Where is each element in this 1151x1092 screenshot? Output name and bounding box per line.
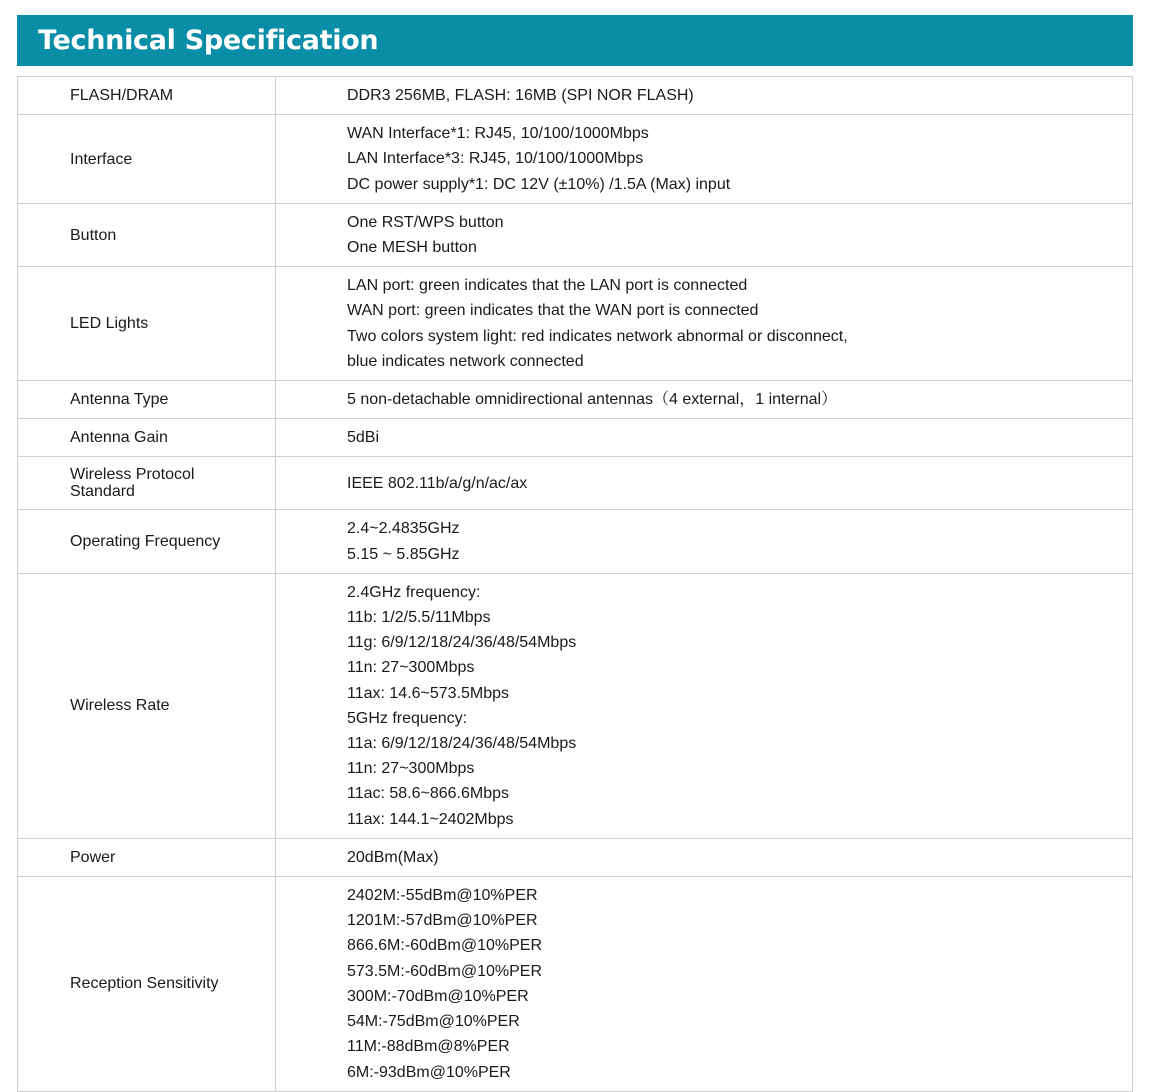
spec-value-line: 5GHz frequency: [347, 709, 468, 727]
spec-value-line: LAN Interface*3: RJ45, 10/100/1000Mbps [347, 150, 644, 168]
spec-value-line: WAN port: green indicates that the WAN port is connected [347, 302, 759, 320]
spec-value-line: WAN Interface*1: RJ45, 10/100/1000Mbps [347, 125, 649, 143]
spec-row-operating-frequency [18, 510, 1133, 573]
spec-value [276, 838, 1133, 876]
spec-row-wireless-protocol [18, 457, 1133, 510]
spec-value-line: 11a: 6/9/12/18/24/36/48/54Mbps [347, 735, 577, 753]
spec-label: Button [18, 203, 276, 266]
spec-value-line: 54M:-75dBm@10%PER [347, 1013, 520, 1031]
spec-value [276, 381, 1133, 419]
spec-value-line: LAN port: green indicates that the LAN port is connected [347, 277, 748, 295]
spec-label-line: Wireless Protocol [70, 466, 195, 484]
spec-value-line: 11b: 1/2/5.5/11Mbps [347, 609, 491, 627]
spec-value-line: 866.6M:-60dBm@10%PER [347, 937, 542, 955]
spec-value-line: 5dBi [347, 429, 380, 447]
spec-value-line: IEEE 802.11b/a/g/n/ac/ax [347, 474, 528, 492]
spec-label: Operating Frequency [18, 510, 276, 573]
spec-row-button [18, 203, 1133, 266]
spec-table [17, 76, 1133, 1092]
spec-value [276, 573, 1133, 838]
spec-value [276, 877, 1133, 1092]
spec-label: Interface [18, 115, 276, 204]
spec-row-interface [18, 115, 1133, 204]
spec-value-line: 11n: 27~300Mbps [347, 760, 475, 778]
spec-value [276, 267, 1133, 381]
spec-value-line: 2402M:-55dBm@10%PER [347, 887, 538, 905]
spec-value-line: 20dBm(Max) [347, 848, 439, 866]
spec-value-line: 2.4GHz frequency: [347, 583, 481, 601]
spec-value-line: 2.4~2.4835GHz [347, 520, 460, 538]
spec-value-line: 11M:-88dBm@8%PER [347, 1038, 510, 1056]
page-title: Technical Specification [38, 25, 379, 56]
spec-row-antenna-type [18, 381, 1133, 419]
spec-label-line: Standard [70, 483, 135, 501]
spec-value-line: 1201M:-57dBm@10%PER [347, 912, 538, 930]
spec-row-flash-dram [18, 77, 1133, 115]
spec-label: LED Lights [18, 267, 276, 381]
spec-value [276, 115, 1133, 204]
spec-value-line: DDR3 256MB, FLASH: 16MB (SPI NOR FLASH) [347, 87, 694, 104]
spec-row-antenna-gain [18, 419, 1133, 457]
spec-label: Power [18, 838, 276, 876]
spec-label: Wireless Rate [18, 573, 276, 838]
spec-label: FLASH/DRAM [18, 77, 276, 115]
spec-value-line: 5 non-detachable omnidirectional antennas（4 external，1 internal） [347, 391, 838, 409]
spec-value-line: blue indicates network connected [347, 352, 584, 370]
spec-value [276, 510, 1133, 573]
spec-value-line: 11ax: 14.6~573.5Mbps [347, 684, 510, 702]
spec-row-power [18, 838, 1133, 876]
spec-value-line: 5.15 ~ 5.85GHz [347, 545, 460, 563]
spec-row-reception-sensitivity [18, 877, 1133, 1092]
spec-value-line: 573.5M:-60dBm@10%PER [347, 962, 542, 980]
spec-row-wireless-rate [18, 573, 1133, 838]
spec-label: Reception Sensitivity [18, 877, 276, 1092]
spec-value-line: One RST/WPS button [347, 213, 504, 231]
spec-label: Antenna Type [18, 381, 276, 419]
spec-value-line: 11ac: 58.6~866.6Mbps [347, 785, 510, 803]
spec-value-line: One MESH button [347, 239, 477, 257]
spec-value-line: 11n: 27~300Mbps [347, 659, 475, 677]
spec-value [276, 457, 1133, 510]
spec-value [276, 77, 1133, 115]
spec-label [18, 457, 276, 510]
header-banner [17, 15, 1133, 66]
spec-value [276, 419, 1133, 457]
spec-row-led-lights [18, 267, 1133, 381]
spec-value-line: 300M:-70dBm@10%PER [347, 987, 529, 1005]
spec-value-line: 11ax: 144.1~2402Mbps [347, 810, 514, 828]
spec-value-line: DC power supply*1: DC 12V (±10%) /1.5A (Max) input [347, 175, 731, 193]
spec-value [276, 203, 1133, 266]
spec-value-line: 11g: 6/9/12/18/24/36/48/54Mbps [347, 634, 577, 652]
spec-value-line: 6M:-93dBm@10%PER [347, 1063, 511, 1081]
spec-value-line: Two colors system light: red indicates network abnormal or disconnect, [347, 327, 848, 345]
spec-label: Antenna Gain [18, 419, 276, 457]
